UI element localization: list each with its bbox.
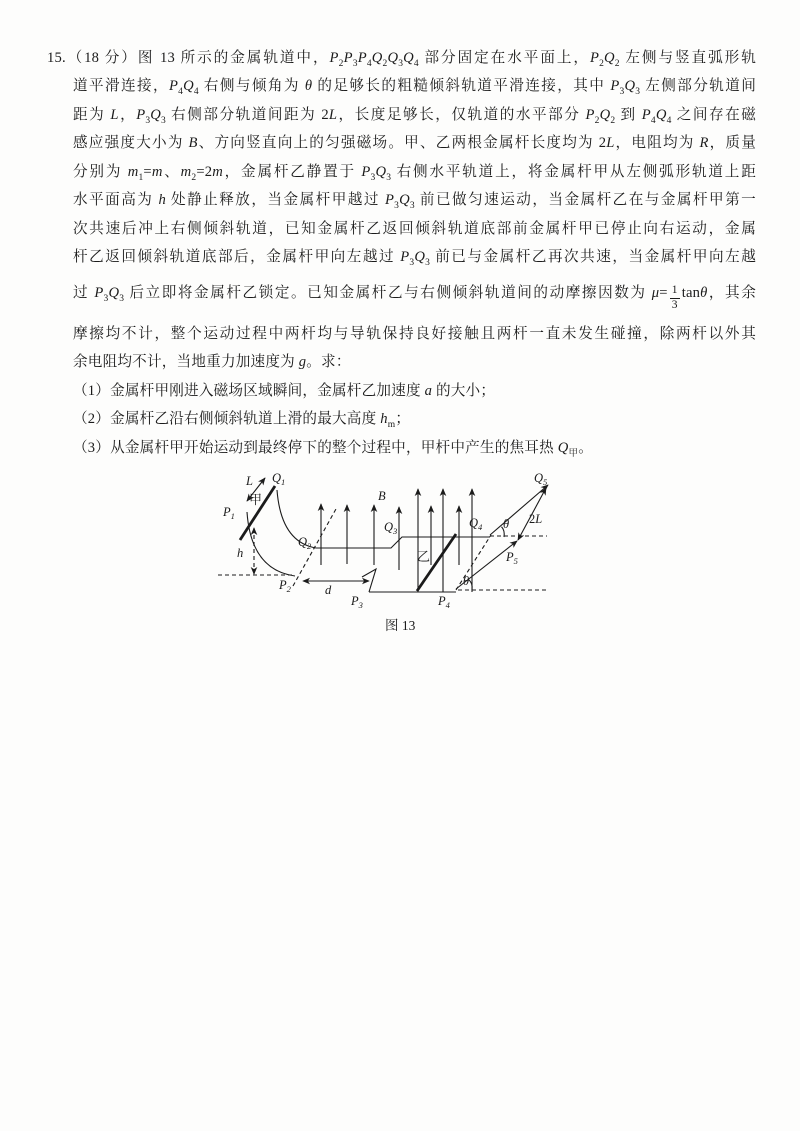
label-rod-jia: 甲	[249, 492, 263, 507]
math-subscript: 2	[594, 115, 600, 126]
math-variable: Q	[414, 249, 426, 266]
problem-line: 过 $P_3Q_3$ 后立即将金属杆乙锁定。已知金属杆乙与右侧倾斜轨道间的动摩擦因数为 μ= $\frac{1}{3}$ tanθ，其余	[73, 284, 756, 311]
problem-line: 距为 L，$P_3Q_3$ 右侧部分轨道间距为 2L，长度足够长，仅轨道的水平部分 $P_2Q_2$ 到 $P_4Q_4$ 之间存在磁	[73, 106, 757, 126]
math-subscript: 4	[178, 87, 184, 98]
label-P3: $P_3$	[351, 594, 363, 610]
math-variable: Q	[108, 284, 120, 301]
math-subscript: 3	[119, 293, 125, 304]
math-variable: Q	[387, 50, 399, 66]
math-variable: Q	[183, 78, 194, 95]
math-variable: P	[589, 50, 600, 66]
math-variable: Q	[624, 78, 636, 95]
math-variable: m	[212, 163, 224, 180]
label-B: B	[378, 489, 386, 503]
label-P5: $P_5$	[506, 550, 518, 566]
back-rail-horizontal	[316, 537, 490, 548]
problem-line: 感应强度大小为 B、方向竖直向上的匀强磁场。甲、乙两根金属杆长度均为 2L，电阻均为 R，质量	[73, 135, 756, 152]
math-subscript: 4	[413, 58, 419, 69]
math-subscript: 3	[398, 58, 404, 69]
math-subscript: 2	[382, 58, 388, 69]
math-subscript: 3	[409, 201, 415, 212]
math-variable: P	[343, 50, 353, 66]
math-variable: R	[699, 135, 709, 152]
problem-line: 次共速后冲上右侧倾斜轨道，已知金属杆乙返回倾斜轨道底部前金属杆甲已停止向右运动，金属	[73, 220, 756, 237]
math-subscript: 3	[103, 293, 109, 304]
math-subscript: 3	[161, 115, 166, 126]
math-variable: m	[180, 163, 192, 180]
math-subscript: m	[387, 420, 396, 431]
math-variable: Q	[604, 50, 615, 66]
label-Q5: $Q_5$	[534, 471, 548, 487]
label-rod-yi: 乙	[417, 549, 431, 564]
figure-caption: 图 13	[385, 618, 416, 633]
problem-line: 杆乙返回倾斜轨道底部后，金属杆甲向左越过 $P_3Q_3$ 前已与金属杆乙再次共速，当金属杆甲向左越	[73, 249, 756, 269]
math-subscript: 3	[425, 258, 431, 269]
label-h: h	[237, 546, 244, 560]
math-subscript: 3	[619, 87, 625, 98]
math-variable: P	[329, 50, 339, 66]
math-variable: L	[110, 106, 119, 123]
math-variable: B	[188, 135, 198, 152]
arc-rail-back	[277, 490, 316, 548]
math-variable: θ	[700, 284, 708, 301]
math-variable: Q	[557, 439, 569, 456]
math-subscript: 3	[145, 115, 151, 126]
figure-13-diagram	[213, 466, 589, 638]
math-variable: P	[385, 192, 395, 209]
math-variable: Q	[399, 192, 410, 209]
label-L: L	[246, 474, 253, 488]
math-subscript: 甲	[568, 448, 579, 459]
math-subscript: 3	[370, 172, 376, 183]
math-subscript: 3	[394, 201, 400, 212]
math-variable: L	[328, 106, 338, 123]
math-variable: Q	[655, 106, 667, 123]
math-variable: m	[151, 163, 163, 180]
math-variable: P	[641, 106, 651, 123]
label-Q4: $Q_4$	[469, 516, 483, 532]
math-subscript: 3	[386, 172, 392, 183]
problem-line: 道平滑连接，$P_4Q_4$ 右侧与倾角为 θ 的足够长的粗糙倾斜轨道平滑连接，其中 $P_3Q_3$ 左侧部分轨道间	[73, 78, 756, 98]
label-Q3: $Q_3$	[384, 520, 398, 536]
math-variable: L	[606, 135, 615, 152]
math-subscript: 2	[599, 58, 605, 69]
math-variable: m	[127, 163, 139, 180]
math-variable: Q	[403, 50, 414, 66]
label-Q1: $Q_1$	[272, 471, 286, 487]
math-subscript: 2	[338, 58, 344, 69]
label-2L: 2L	[529, 512, 543, 526]
label-theta-bottom: θ	[463, 574, 470, 588]
math-subscript: 3	[635, 87, 641, 98]
label-P1: $P_1$	[223, 505, 235, 521]
problem-line: 余电阻均不计，当地重力加速度为 g。求：	[73, 354, 351, 371]
problem-line: （3）从金属杆甲开始运动到最终停下的整个过程中，甲杆中产生的焦耳热 $Q_甲$。	[73, 439, 593, 459]
fraction: $\frac{1}{3}$	[671, 284, 678, 311]
math-variable: Q	[150, 106, 162, 123]
math-variable: Q	[371, 50, 383, 66]
math-variable: g	[298, 354, 307, 371]
problem-line: 摩擦均不计，整个运动过程中两杆均与导轨保持良好接触且两杆一直未发生碰撞，除两杆以外其	[73, 325, 756, 342]
label-P4: $P_4$	[438, 594, 450, 610]
problem-line: 水平面高为 h 处静止释放，当金属杆甲越过 $P_3Q_3$ 前已做匀速运动，当金属杆乙在与金属杆甲第一	[73, 192, 756, 212]
math-subscript: 4	[650, 115, 656, 126]
problem-line: 15.（18 分）图 13 所示的金属轨道中，$P_2P_3P_4Q_2Q_3Q_4$ 部分固定在水平面上，$P_2Q_2$ 左侧与竖直弧形轨	[47, 50, 756, 69]
math-variable: a	[424, 382, 433, 399]
math-variable: h	[380, 411, 388, 428]
problem-line: 分别为 $m_1=m$、$m_2=2m$，金属杆乙静置于 $P_3Q_3$ 右侧水平轨道上，将金属杆甲从左侧弧形轨道上距	[73, 163, 757, 183]
label-d: d	[325, 583, 332, 597]
math-variable: P	[136, 106, 146, 123]
math-variable: θ	[304, 78, 313, 95]
problem-line: （1）金属杆甲刚进入磁场区域瞬间，金属杆乙加速度 a 的大小；	[73, 382, 496, 399]
math-subscript: 4	[193, 87, 199, 98]
math-subscript: 4	[366, 58, 372, 69]
incline-rail-back	[490, 485, 548, 535]
p4q4-boundary-dashed	[456, 535, 491, 590]
math-variable: P	[169, 78, 179, 95]
math-variable: μ	[651, 284, 660, 301]
problem-text	[47, 44, 756, 462]
math-subscript: 4	[666, 115, 672, 126]
math-variable: Q	[375, 163, 387, 180]
math-variable: P	[94, 284, 104, 301]
math-variable: P	[357, 50, 367, 66]
math-subscript: 3	[409, 258, 415, 269]
math-subscript: 1	[138, 172, 144, 183]
b-field-arrows	[321, 489, 472, 592]
math-variable: P	[361, 163, 371, 180]
math-variable: Q	[599, 106, 611, 123]
math-variable: P	[585, 106, 595, 123]
math-subscript: 2	[614, 58, 620, 69]
math-variable: P	[400, 249, 410, 266]
math-variable: P	[610, 78, 620, 95]
label-Q2: $Q_2$	[298, 535, 312, 551]
problem-line: （2）金属杆乙沿右侧倾斜轨道上滑的最大高度 $h_m$；	[73, 411, 411, 431]
math-subscript: 2	[191, 172, 197, 183]
math-subscript: 3	[352, 58, 358, 69]
math-variable: h	[158, 192, 166, 209]
label-theta-top: θ	[503, 517, 510, 531]
label-P2: $P_2$	[279, 578, 291, 594]
math-subscript: 2	[610, 115, 616, 126]
